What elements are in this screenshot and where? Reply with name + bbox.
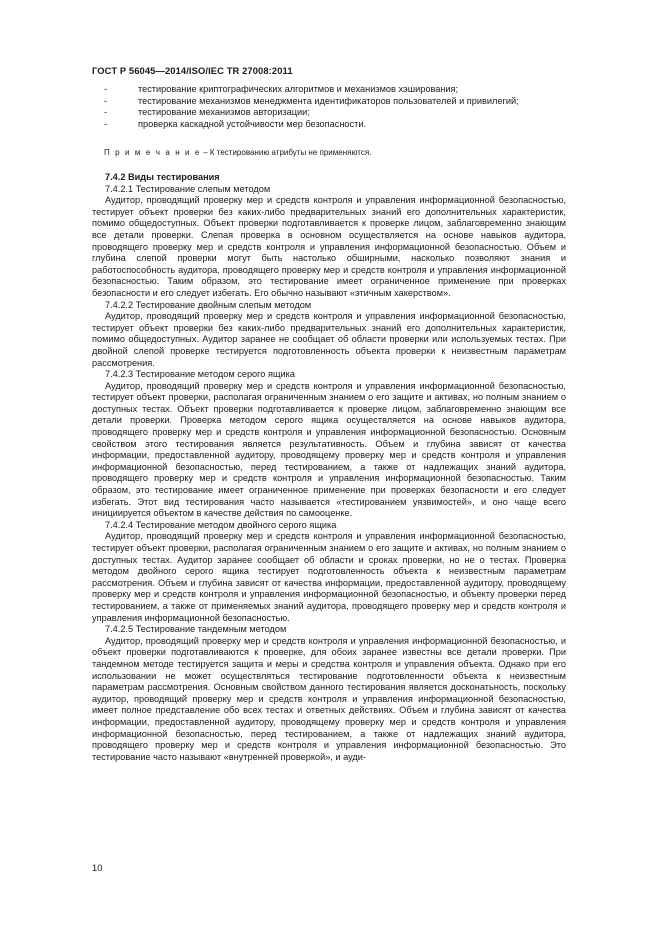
section-title: 7.4.2 Виды тестирования (105, 172, 220, 182)
list-dash: - (104, 95, 108, 106)
page-number: 10 (92, 862, 103, 873)
subsection-paragraph: Аудитор, проводящий проверку мер и средств контроля и управления информационной безопасностью, тестирует объект проверки без каких-либо предварительных знаний его дополнительных характеристик, помимо общедоступных. Объект проверки подготавливается к проверке лицом, заблаговременно знающим все детали проверки. Слепая проверка в основном осуществляется на основе навыков аудитора, проводящего проверку мер и средств контроля и управления информационной безопасностью. Объем и глубина слепой проверки могут быть настолько обширными, насколько позволяют знания и работоспособность аудитора, проводящего проверку мер и средств контроля и управления информационной безопасностью. Таким образом, это тестирование имеет ограниченное применение при проверках безопасности и его следует избегать. Его обычно называют «этичным хакерством». (92, 195, 566, 298)
list-item-text: тестирование криптографических алгоритмов и механизмов хэширования; (138, 84, 459, 94)
subsection-title: 7.4.2.2 Тестирование двойным слепым методом (105, 299, 312, 310)
subsection-title: 7.4.2.3 Тестирование методом серого ящика (105, 369, 295, 380)
subsection-title: 7.4.2.4 Тестирование методом двойного серого ящика (105, 519, 337, 530)
note (104, 147, 371, 159)
subsection-title: 7.4.2.1 Тестирование слепым методом (105, 183, 271, 194)
list-item (104, 96, 584, 108)
list-dash: - (104, 107, 108, 118)
note-label: П р и м е ч а н и е (104, 148, 201, 157)
list-item-text: тестирование механизмов авторизации; (138, 107, 310, 118)
document-header: ГОСТ Р 56045—2014/ISO/IEC TR 27008:2011 (92, 65, 293, 76)
list-dash: - (104, 119, 108, 130)
list-dash: - (104, 84, 108, 94)
subsection-paragraph: Аудитор, проводящий проверку мер и средств контроля и управления информационной безопасностью, тестирует объект проверки, располагая ограниченным знанием о его защите и активах, но полным знанием о доступных тестах. Аудитор заранее сообщает об области и сроках проверки, но не о тестах. Проверка методом двойного серого ящика тестирует подготовленность объекта к неизвестным параметрам рассмотрения. Объем и глубина зависят от качества информации, предоставленной аудитору, проводящему проверку мер и средств контроля и управления информационной безопасностью, и объекту проверки перед тестированием, а также от применяемых знаний аудитора, проводящего проверку мер и средств контроля и управления информационной безопасностью. (92, 531, 566, 623)
list-item (104, 84, 584, 96)
subsection-paragraph: Аудитор, проводящий проверку мер и средств контроля и управления информационной безопасностью, и объект проверки подготавливаются к проверке, для обоих заранее известны все детали проверки. При тандемном методе тестируется защита и меры и средства контроля и управления объекта. Однако при его использовании не может осуществляться тестирование подготовленности объекта к неизвестным параметрам рассмотрения. Основным свойством данного тестирования является досконатьность, поскольку аудитор, проводящий проверку мер и средств контроля и управления информационной безопасностью, имеет полное представление обо всех тестах и ответных действиях. Объем и глубина зависят от качества информации, предоставленной аудитору, проводящему проверку мер и средств контроля и управления информационной безопасностью, перед тестированием, а также от надлежащих знаний аудитора, проводящего проверку мер и средств контроля и управления информационной безопасностью. Это тестирование часто называют «внутренней проверкой», и ауди- (92, 635, 566, 762)
list-item (104, 119, 584, 131)
list-item-text: тестирование механизмов менеджмента идентификаторов пользователей и привилегий; (138, 95, 519, 106)
subsection-title: 7.4.2.5 Тестирование тандемным методом (105, 624, 287, 635)
note-text: – К тестированию атрибуты не применяются. (200, 148, 372, 157)
list-item (104, 107, 584, 119)
subsection-paragraph: Аудитор, проводящий проверку мер и средств контроля и управления информационной безопасностью, тестирует объект проверки без каких-либо предварительных знаний его дополнительных характеристик, помимо общедоступных. Аудитор заранее не сообщает об области проверки или используемых тестах. При двойной слепой проверке тестируется подготовленность объекта проверки к неизвестным параметрам рассмотрения. (92, 311, 566, 368)
list-item-text: проверка каскадной устойчивости мер безопасности. (138, 119, 367, 130)
section-content (92, 172, 566, 763)
subsection-paragraph: Аудитор, проводящий проверку мер и средств контроля и управления информационной безопасностью, тестирует объект проверки, располагая ограниченным знанием о его защите и активах, но полным знанием о доступных тестах. Объект проверки подготавливается к проверке лицом, заблаговременно знающим все детали проверки. Проверка методом серого ящика осуществляется на основе навыков аудитора, проводящего проверку мер и средств контроля и управления информационной безопасностью. Основным свойством этого тестирования является результативность. Объем и глубина зависят от качества информации, предоставленной аудитору, проводящему проверку мер и средств контроля и управления информационной безопасностью, перед тестированием, а также от надлежащих знаний аудитора, проводящего проверку мер и средств контроля и управления информационной безопасностью. Таким образом, это тестирование имеет ограниченное применение при проверках безопасности и его следует избегать. Этот вид тестирования часто называется «тестированием уязвимостей», и оно чаще всего инициируется объектом в качестве действия по самооценке. (92, 380, 566, 519)
test-list (104, 84, 584, 131)
